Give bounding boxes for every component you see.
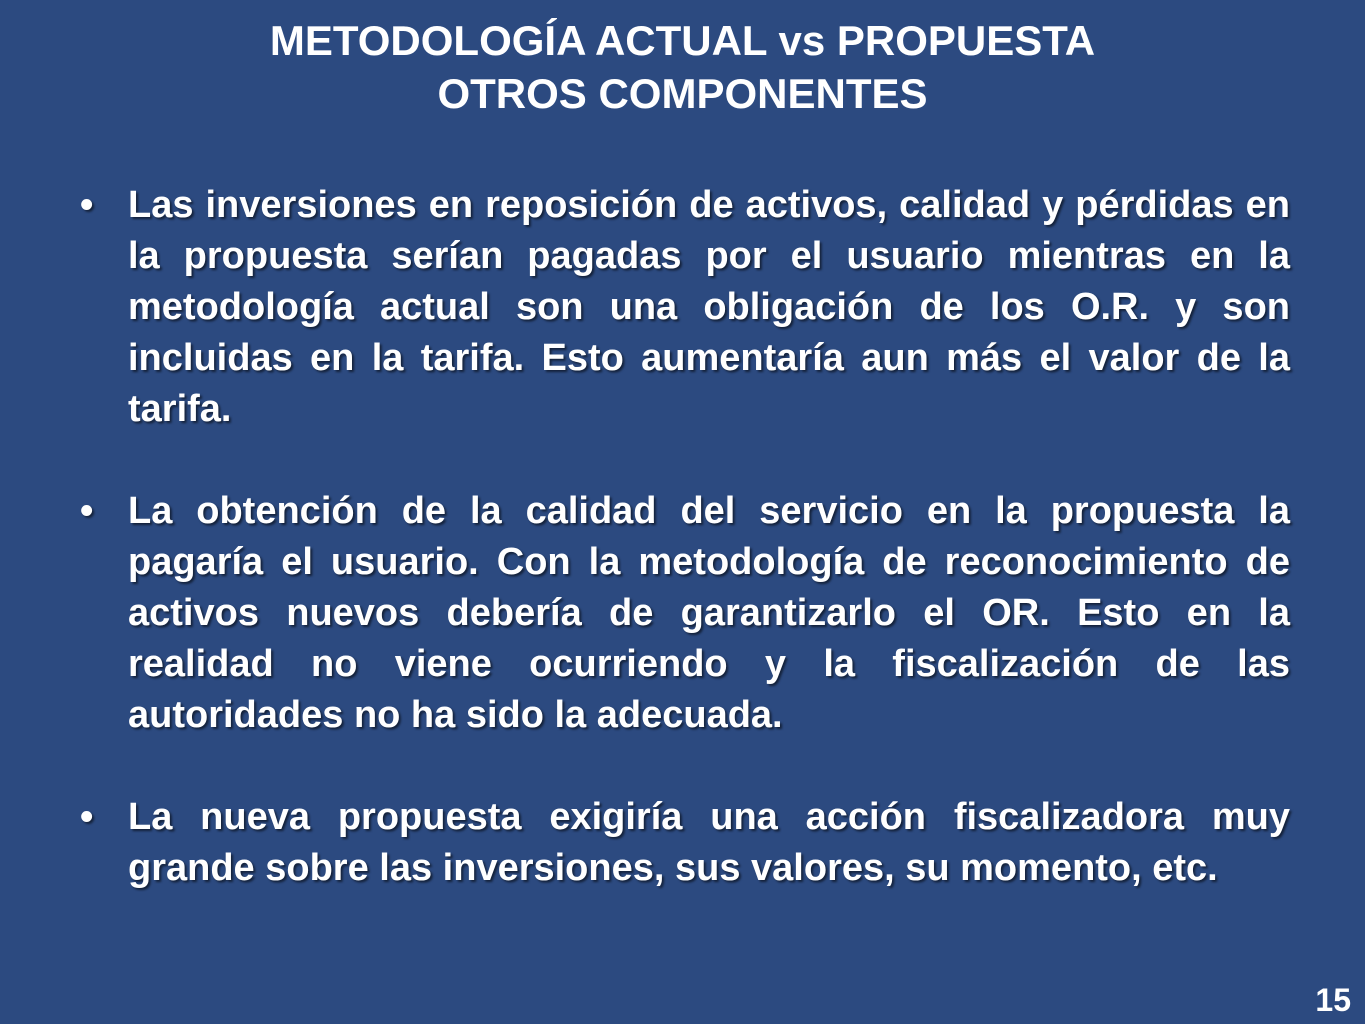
bullet-text: La nueva propuesta exigiría una acción fiscalizadora muy grande sobre las inversiones, sus valores, su momento, etc.	[128, 796, 1290, 889]
bullet-icon: •	[80, 796, 94, 838]
bullet-item	[80, 486, 1290, 741]
title-line-1: METODOLOGÍA ACTUAL vs PROPUESTA	[269, 17, 1096, 64]
title-line-2: OTROS COMPONENTES	[437, 70, 928, 117]
bullet-text: La obtención de la calidad del servicio en la propuesta la pagaría el usuario. Con la metodología de reconocimiento de activos nuevos debería de garantizarlo el OR. Esto en la realidad no viene ocurriendo y la fiscalización de las autoridades no ha sido la adecuada.	[128, 490, 1290, 736]
bullet-icon: •	[80, 184, 94, 226]
bullet-list	[80, 180, 1290, 945]
page-number: 15	[1315, 982, 1351, 1018]
bullet-text: Las inversiones en reposición de activos, calidad y pérdidas en la propuesta serían pagadas por el usuario mientras en la metodología actual son una obligación de los O.R. y son incluidas en la tarifa. Esto aumentaría aun más el valor de la tarifa.	[128, 184, 1290, 430]
bullet-item	[80, 180, 1290, 435]
slide-title	[0, 14, 1365, 120]
bullet-icon: •	[80, 490, 94, 532]
bullet-item	[80, 792, 1290, 894]
